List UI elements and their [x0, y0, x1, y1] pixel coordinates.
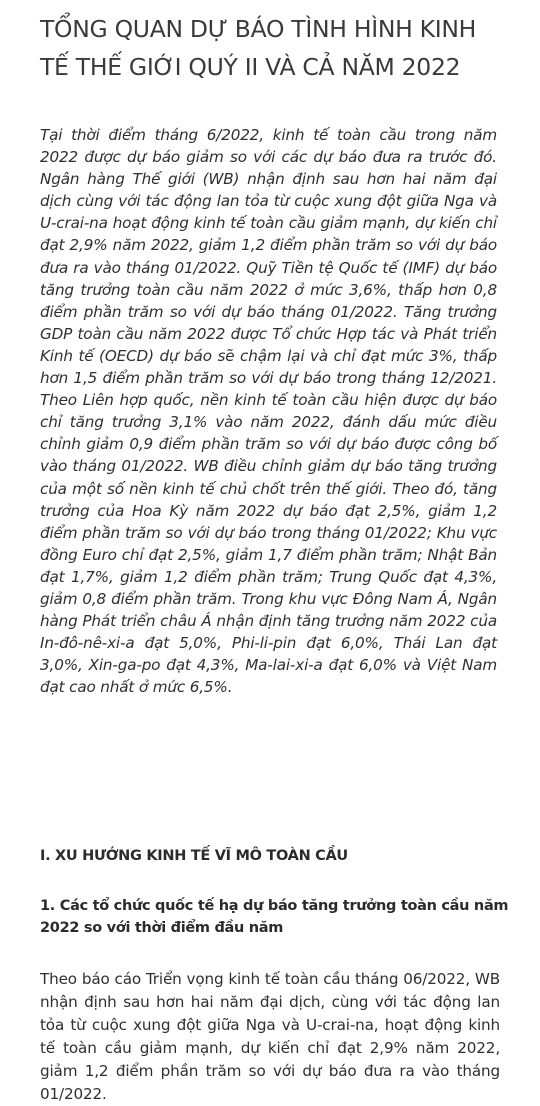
- page-title: TỔNG QUAN DỰ BÁO TÌNH HÌNH KINH TẾ THẾ GIỚI QUÝ II VÀ CẢ NĂM 2022: [40, 15, 477, 81]
- intro-paragraph: Tại thời điểm tháng 6/2022, kinh tế toàn cầu trong năm 2022 được dự báo giảm so với các dự báo đưa ra trước đó. Ngân hàng Thế giới (WB) nhận định sau hơn hai năm đại dịch cùng với tác động lan tỏa từ cuộc xung đột giữa Nga và U-crai-na hoạt động kinh tế toàn cầu giảm mạnh, dự kiến chỉ đạt 2,9% năm 2022, giảm 1,2 điểm phần trăm so với dự báo đưa ra vào tháng 01/2022. Quỹ Tiền tệ Quốc tế (IMF) dự báo tăng trưởng toàn cầu năm 2022 ở mức 3,6%, thấp hơn 0,8 điểm phần trăm so với dự báo tháng 01/2022. Tăng trưởng GDP toàn cầu năm 2022 được Tổ chức Hợp tác và Phát triển Kinh tế (OECD) dự báo sẽ chậm lại và chỉ đạt mức 3%, thấp hơn 1,5 điểm phần trăm so với dự báo trong tháng 12/2021. Theo Liên hợp quốc, nền kinh tế toàn cầu hiện được dự báo chỉ tăng trưởng 3,1% vào năm 2022, đánh dấu mức điều chỉnh giảm 0,9 điểm phần trăm so với dự báo được công bố vào tháng 01/2022. WB điều chỉnh giảm dự báo tăng trưởng của một số nền kinh tế chủ chốt trên thế giới. Theo đó, tăng trưởng của Hoa Kỳ năm 2022 dự báo đạt 2,5%, giảm 1,2 điểm phần trăm so với dự báo trong tháng 01/2022; Khu vực đồng Euro chỉ đạt 2,5%, giảm 1,7 điểm phần trăm; Nhật Bản đạt 1,7%, giảm 1,2 điểm phần trăm; Trung Quốc đạt 4,3%, giảm 0,8 điểm phần trăm. Trong khu vực Đông Nam Á, Ngân hàng Phát triển châu Á nhận định tăng trưởng năm 2022 của In-đô-nê-xi-a đạt 5,0%, Phi-li-pin đạt 6,0%, Thái Lan đạt 3,0%, Xin-ga-po đạt 4,3%, Ma-lai-xi-a đạt 6,0% và Việt Nam đạt cao nhất ở mức 6,5%.: [40, 126, 497, 697]
- section-heading: I. XU HƯỚNG KINH TẾ VĨ MÔ TOÀN CẦU: [40, 848, 348, 864]
- body-paragraph: Theo báo cáo Triển vọng kinh tế toàn cầu tháng 06/2022, WB nhận định sau hơn hai năm đại dịch, cùng với tác động lan tỏa từ cuộc xung đột giữa Nga và U-crai-na, hoạt động kinh tế toàn cầu giảm mạnh, dự kiến chỉ đạt 2,9% năm 2022, giảm 1,2 điểm phần trăm so với dự báo đưa ra vào tháng 01/2022.: [40, 970, 500, 1103]
- sub-heading: 1. Các tổ chức quốc tế hạ dự báo tăng trưởng toàn cầu năm 2022 so với thời điểm đầu năm: [40, 898, 509, 936]
